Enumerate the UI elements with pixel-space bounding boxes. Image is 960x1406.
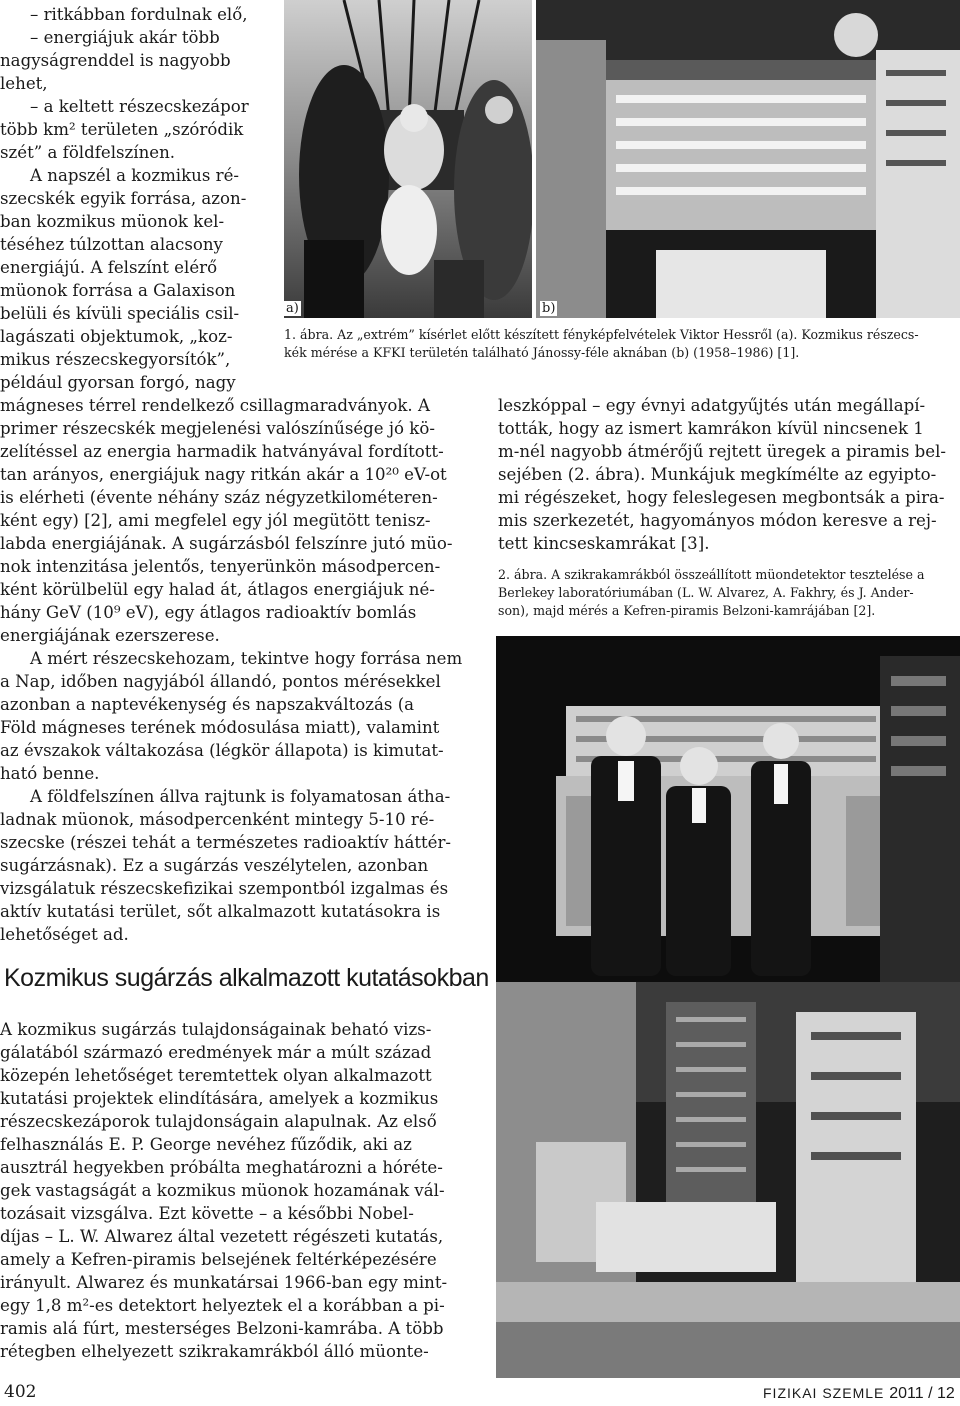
text-line: kutatási projektek elindítására, amelyek a kozmikus	[0, 1089, 439, 1108]
text-line: szecske (részei tehát a természetes radioaktív háttér-	[0, 833, 452, 852]
text-line: ausztrál hegyekben próbálta meghatározni a hóréte-	[0, 1158, 443, 1177]
text-line: szecskék egyik forrása, azon-	[0, 189, 247, 208]
section-heading: Kozmikus sugárzás alkalmazott kutatásokban	[4, 964, 489, 992]
figure1-photo-b	[536, 0, 960, 318]
text-line: A napszél a kozmikus ré-	[30, 166, 240, 185]
text-line: tották, hogy az ismert kamrákon kívül nincsenek 1	[498, 419, 924, 438]
text-line: – energiájuk akár több	[30, 28, 220, 47]
text-line: ható benne.	[0, 764, 100, 783]
text-line: tozásait vizsgálva. Ezt követte – a későbbi Nobel-	[0, 1204, 414, 1223]
text-line: irányult. Alwarez és munkatársai 1966-ban egy mint-	[0, 1273, 448, 1292]
text-line: mágneses térrel rendelkező csillagmaradványok. A	[0, 396, 430, 415]
text-line: részecskezáporok tulajdonságain alapulnak. Az első	[0, 1112, 437, 1131]
figure1-caption-line-2: kék mérése a KFKI területén található Jánossy-féle aknában (b) (1958–1986) [1].	[284, 345, 800, 360]
figure2-caption-line-2: Berlekey laboratóriumában (L. W. Alvarez, A. Fakhry, és J. Ander-	[498, 585, 914, 600]
text-line: – ritkábban fordulnak elő,	[30, 5, 248, 24]
text-line: amely a Kefren-piramis belsejének feltérképezésére	[0, 1250, 437, 1269]
text-line: díjas – L. W. Alwarez által vezetett régészeti kutatás,	[0, 1227, 444, 1246]
figure1-photo-a	[284, 0, 532, 318]
text-line: energiájú. A felszínt elérő	[0, 258, 218, 277]
text-line: tan arányos, energiájuk nagy ritkán akár a 10²⁰ eV-ot	[0, 465, 447, 484]
text-line: egy 1,8 m²-es detektort helyeztek el a korábban a pi-	[0, 1296, 445, 1315]
journal-title: FIZIKAI SZEMLE	[763, 1385, 885, 1401]
text-line: például gyorsan forgó, nagy	[0, 373, 236, 392]
page-number: 402	[4, 1382, 37, 1402]
text-line: több km² területen „szóródik	[0, 120, 244, 139]
text-line: mi régészeket, hogy feleslegesen megbontsák a pira-	[498, 488, 945, 507]
text-line: aktív kutatási terület, sőt alkalmazott kutatásokra is	[0, 902, 441, 921]
text-line: ként körülbelül egy halad át, átlagos energiájuk né-	[0, 580, 435, 599]
figure2-caption-line-3: son), majd mérés a Kefren-piramis Belzoni-kamrájában [2].	[498, 603, 876, 618]
text-line: labda energiájának. A sugárzásból felszínre jutó müo-	[0, 534, 453, 553]
text-line: sejében (2. ábra). Munkájuk megkímélte az egyipto-	[498, 465, 937, 484]
text-line: A földfelszínen állva rajtunk is folyamatosan átha-	[30, 787, 451, 806]
text-line: azonban a naptevékenység és napszakváltozás (a	[0, 695, 415, 714]
text-line: a Nap, időben nagyjából állandó, pontos mérésekkel	[0, 672, 441, 691]
figure2-caption-line-1: 2. ábra. A szikrakamrákból összeállított müondetektor tesztelése a	[498, 567, 925, 582]
text-line: tett kincseskamrákat [3].	[498, 534, 710, 553]
text-line: energiájának ezerszerese.	[0, 626, 220, 645]
text-line: téséhez túlzottan alacsony	[0, 235, 223, 254]
text-line: ladnak müonok, másodpercenként mintegy 5-10 ré-	[0, 810, 435, 829]
figure1-label-a: a)	[286, 301, 299, 316]
figure2-photo-bottom	[496, 982, 960, 1378]
text-line: az évszakok váltakozása (légkör állapota) is kimutat-	[0, 741, 444, 760]
journal-name	[763, 1385, 955, 1403]
belzoni-chamber-photo	[496, 982, 960, 1378]
text-line: mis szerkezetét, hagyományos módon keresve a rej-	[498, 511, 937, 530]
figure1-caption-line-1: 1. ábra. Az „extrém” kísérlet előtt készített fényképfelvételek Viktor Hessről (a). Kozmikus részecs-	[284, 327, 919, 342]
text-line: A kozmikus sugárzás tulajdonságainak beható vizs-	[0, 1020, 432, 1039]
text-line: primer részecskék megjelenési valószínűsége jó kö-	[0, 419, 435, 438]
text-line: vizsgálatuk részecskefizikai szempontból izgalmas és	[0, 879, 449, 898]
text-line: nok intenzitása jelentős, tenyerünkön másodpercen-	[0, 557, 441, 576]
journal-issue: 2011 / 12	[889, 1385, 955, 1402]
text-line: ként egy) [2], ami megfelel egy jól megütött tenisz-	[0, 511, 431, 530]
text-line: belüli és kívüli speciális csil-	[0, 304, 240, 323]
text-line: – a keltett részecskezápor	[30, 97, 249, 116]
text-line: leszkóppal – egy évnyi adatgyűjtés után megállapí-	[498, 396, 926, 415]
janossy-shaft-photo	[536, 0, 960, 318]
text-line: ban kozmikus müonok kel-	[0, 212, 225, 231]
text-line: lagászati objektumok, „koz-	[0, 327, 233, 346]
text-line: m-nél nagyobb átmérőjű rejtett üregek a piramis bel-	[498, 442, 946, 461]
text-line: felhasználás E. P. George nevéhez fűződik, aki az	[0, 1135, 412, 1154]
text-line: mikus részecskegyorsítók”,	[0, 350, 231, 369]
text-line: lehetőséget ad.	[0, 925, 129, 944]
hess-balloon-photo	[284, 0, 532, 318]
text-line: szét” a földfelszínen.	[0, 143, 176, 162]
text-line: sugárzásnak). Ez a sugárzás veszélytelen, azonban	[0, 856, 429, 875]
text-line: lehet,	[0, 74, 48, 93]
text-line: müonok forrása a Galaxison	[0, 281, 236, 300]
text-line: zelítéssel az energia harmadik hatványával fordított-	[0, 442, 444, 461]
figure2-photo-top	[496, 636, 960, 982]
text-line: gek vastagságát a kozmikus müonok hozamának vál-	[0, 1181, 445, 1200]
text-line: is elérheti (évente néhány száz négyzetkilométeren-	[0, 488, 438, 507]
text-line: nagyságrenddel is nagyobb	[0, 51, 231, 70]
text-line: A mért részecskehozam, tekintve hogy forrása nem	[30, 649, 463, 668]
text-line: Föld mágneses terének módosulása miatt), valamint	[0, 718, 440, 737]
text-line: hány GeV (10⁹ eV), egy átlagos radioaktív bomlás	[0, 603, 417, 622]
text-line: rétegben elhelyezett szikrakamrákból álló müonte-	[0, 1342, 429, 1361]
text-line: gálatából származó eredmények már a múlt század	[0, 1043, 432, 1062]
text-line: ramis alá fúrt, mesterséges Belzoni-kamrába. A több	[0, 1319, 444, 1338]
text-line: közepén lehetőséget teremtettek olyan alkalmazott	[0, 1066, 432, 1085]
figure1-label-b: b)	[542, 301, 556, 316]
berkeley-lab-photo	[496, 636, 960, 982]
